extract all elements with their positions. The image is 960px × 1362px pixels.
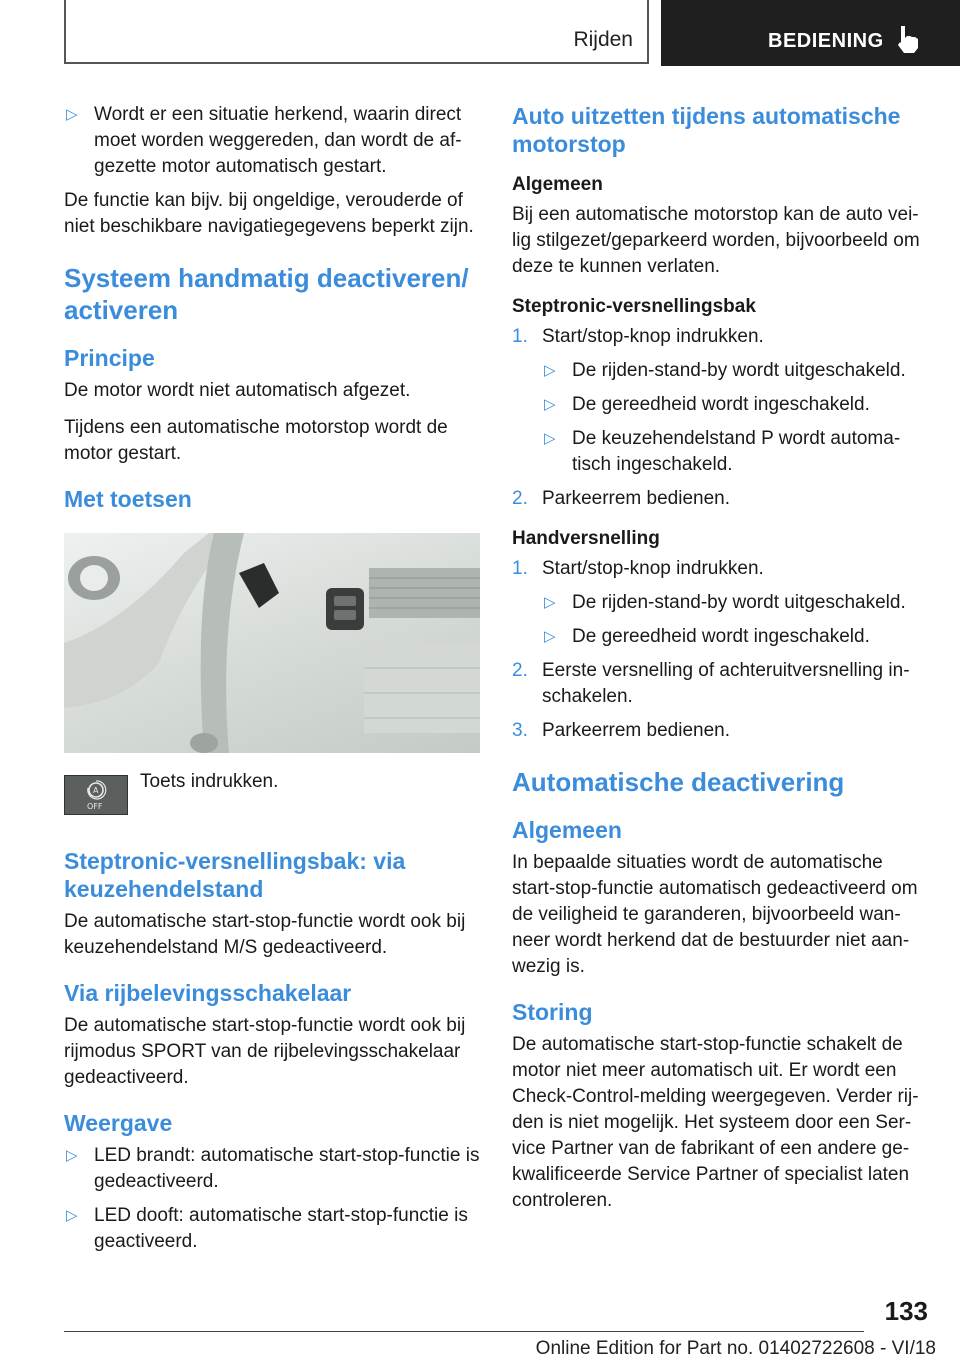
rijbeleving-paragraph: De automatische start-stop-functie wordt ook bij rijmodus SPORT van de rijbelevingsschakelaar gedeactiveerd. — [64, 1015, 466, 1088]
algemeen2-paragraph: In bepaalde situaties wordt de automatische start-stop-functie automatisch gedeactiveerd om de veiligheid te garanderen, bijvoorbeeld wanneer wordt herkend dat de bestuurder niet aanwezig is. — [512, 852, 918, 977]
heading-handversnelling: Handversnelling — [512, 528, 660, 549]
intro-bullet-text: Wordt er een situatie herkend, waarin direct moet worden weggereden, dan wordt de afgezette motor automatisch gestart. — [94, 104, 462, 177]
heading-steptronic-via: Steptronic-versnellingsbak: via keuzehendelstand — [64, 848, 406, 902]
footer-divider — [64, 1331, 864, 1332]
steptronic-sub-bullet — [542, 426, 928, 478]
hand-sub-bullet — [542, 590, 928, 616]
bullet-triangle-icon: ▷ — [544, 396, 556, 413]
bullet-triangle-icon: ▷ — [66, 106, 78, 123]
hand-step-3 — [512, 718, 928, 744]
weergave-bullet-text: LED brandt: automatische start-stop-functie is gedeactiveerd. — [94, 1145, 480, 1192]
header-left-box — [64, 0, 649, 64]
footer-edition-text: Online Edition for Part no. 01402722608 - VI/18 — [535, 1338, 936, 1359]
bullet-triangle-icon: ▷ — [544, 594, 556, 611]
header-section-title: Rijden — [573, 28, 633, 51]
bullet-triangle-icon: ▷ — [544, 430, 556, 447]
algemeen-paragraph: Bij een automatische motorstop kan de auto veilig stilgezet/geparkeerd worden, bijvoorbeeld om deze te kunnen verlaten. — [512, 204, 920, 277]
step-number: 2. — [512, 660, 528, 681]
hand-step-2 — [512, 658, 928, 710]
step-number: 1. — [512, 326, 528, 347]
step-text: Start/stop-knop indrukken. — [542, 326, 764, 347]
step-text: Parkeerrem bedienen. — [542, 720, 730, 741]
dashboard-photo — [64, 533, 480, 753]
heading-storing: Storing — [512, 999, 593, 1025]
step-text: Eerste versnelling of achteruitversnelling inschakelen. — [542, 660, 910, 707]
heading-auto-uitzetten: Auto uitzetten tijdens automatische motorstop — [512, 103, 901, 157]
principe-paragraph-2: Tijdens een automatische motorstop wordt de motor gestart. — [64, 417, 448, 464]
weergave-bullet-2 — [64, 1203, 480, 1255]
storing-paragraph: De automatische start-stop-functie schakelt de motor niet meer automatisch uit. Er wordt een Check-Control-melding weergegeven. Verder rijden is niet mogelijk. Het systeem door een Service Partner van de fabrikant of een andere gekwalificeerde Service Partner of specialist laten controleren. — [512, 1034, 919, 1211]
intro-paragraph: De functie kan bijv. bij ongeldige, verouderde of niet beschikbare navigatiegegevens beperkt zijn. — [64, 190, 474, 237]
sub-bullet-text: De keuzehendelstand P wordt automatisch ingeschakeld. — [572, 428, 901, 475]
right-column — [512, 102, 928, 1225]
pointing-hand-icon — [896, 24, 922, 54]
step-text: Start/stop-knop indrukken. — [542, 558, 764, 579]
header-chapter-title: BEDIENING — [768, 30, 884, 52]
heading-steptronic: Steptronic-versnellingsbak — [512, 296, 756, 317]
heading-system-toggle: Systeem handmatig deactiveren/ activeren — [64, 263, 469, 325]
sub-bullet-text: De gereedheid wordt ingeschakeld. — [572, 626, 870, 647]
sub-bullet-text: De rijden-stand-by wordt uitgeschakeld. — [572, 360, 906, 381]
weergave-bullet-text: LED dooft: automatische start-stop-functie is geactiveerd. — [94, 1205, 468, 1252]
steptronic-sub-bullet — [542, 392, 928, 418]
intro-bullet — [64, 102, 480, 180]
sub-bullet-text: De gereedheid wordt ingeschakeld. — [572, 394, 870, 415]
left-column — [64, 102, 480, 1263]
steptronic-sub-bullet — [542, 358, 928, 384]
svg-text:A: A — [93, 786, 99, 795]
key-instruction-text: Toets indrukken. — [140, 771, 279, 792]
step-number: 2. — [512, 488, 528, 509]
steptronic-paragraph: De automatische start-stop-functie wordt ook bij keuzehendelstand M/S gedeactiveerd. — [64, 911, 466, 958]
weergave-bullet-1 — [64, 1143, 480, 1195]
key-instruction-row — [64, 769, 480, 829]
heading-rijbeleving: Via rijbelevingsschakelaar — [64, 980, 352, 1006]
page-number: 133 — [884, 1296, 928, 1326]
hand-sub-bullet — [542, 624, 928, 650]
step-number: 1. — [512, 558, 528, 579]
sub-bullet-text: De rijden-stand-by wordt uitgeschakeld. — [572, 592, 906, 613]
bullet-triangle-icon: ▷ — [66, 1207, 78, 1224]
dashboard-illustration — [64, 533, 480, 753]
bullet-triangle-icon: ▷ — [544, 628, 556, 645]
principe-paragraph-1: De motor wordt niet automatisch afgezet. — [64, 380, 411, 401]
step-number: 3. — [512, 720, 528, 741]
heading-algemeen-2: Algemeen — [512, 817, 622, 843]
bullet-triangle-icon: ▷ — [66, 1147, 78, 1164]
hand-step-1 — [512, 556, 928, 582]
auto-start-stop-off-key-icon — [64, 775, 128, 815]
bullet-triangle-icon: ▷ — [544, 362, 556, 379]
heading-met-toetsen: Met toetsen — [64, 486, 192, 512]
step-text: Parkeerrem bedienen. — [542, 488, 730, 509]
header-chapter-tab — [661, 0, 960, 66]
steptronic-step-1 — [512, 324, 928, 350]
steptronic-step-2 — [512, 486, 928, 512]
heading-algemeen: Algemeen — [512, 174, 603, 195]
heading-automatische-deactivering: Automatische deactivering — [512, 767, 845, 797]
heading-principe: Principe — [64, 345, 155, 371]
heading-weergave: Weergave — [64, 1110, 173, 1136]
svg-text:OFF: OFF — [87, 802, 103, 811]
